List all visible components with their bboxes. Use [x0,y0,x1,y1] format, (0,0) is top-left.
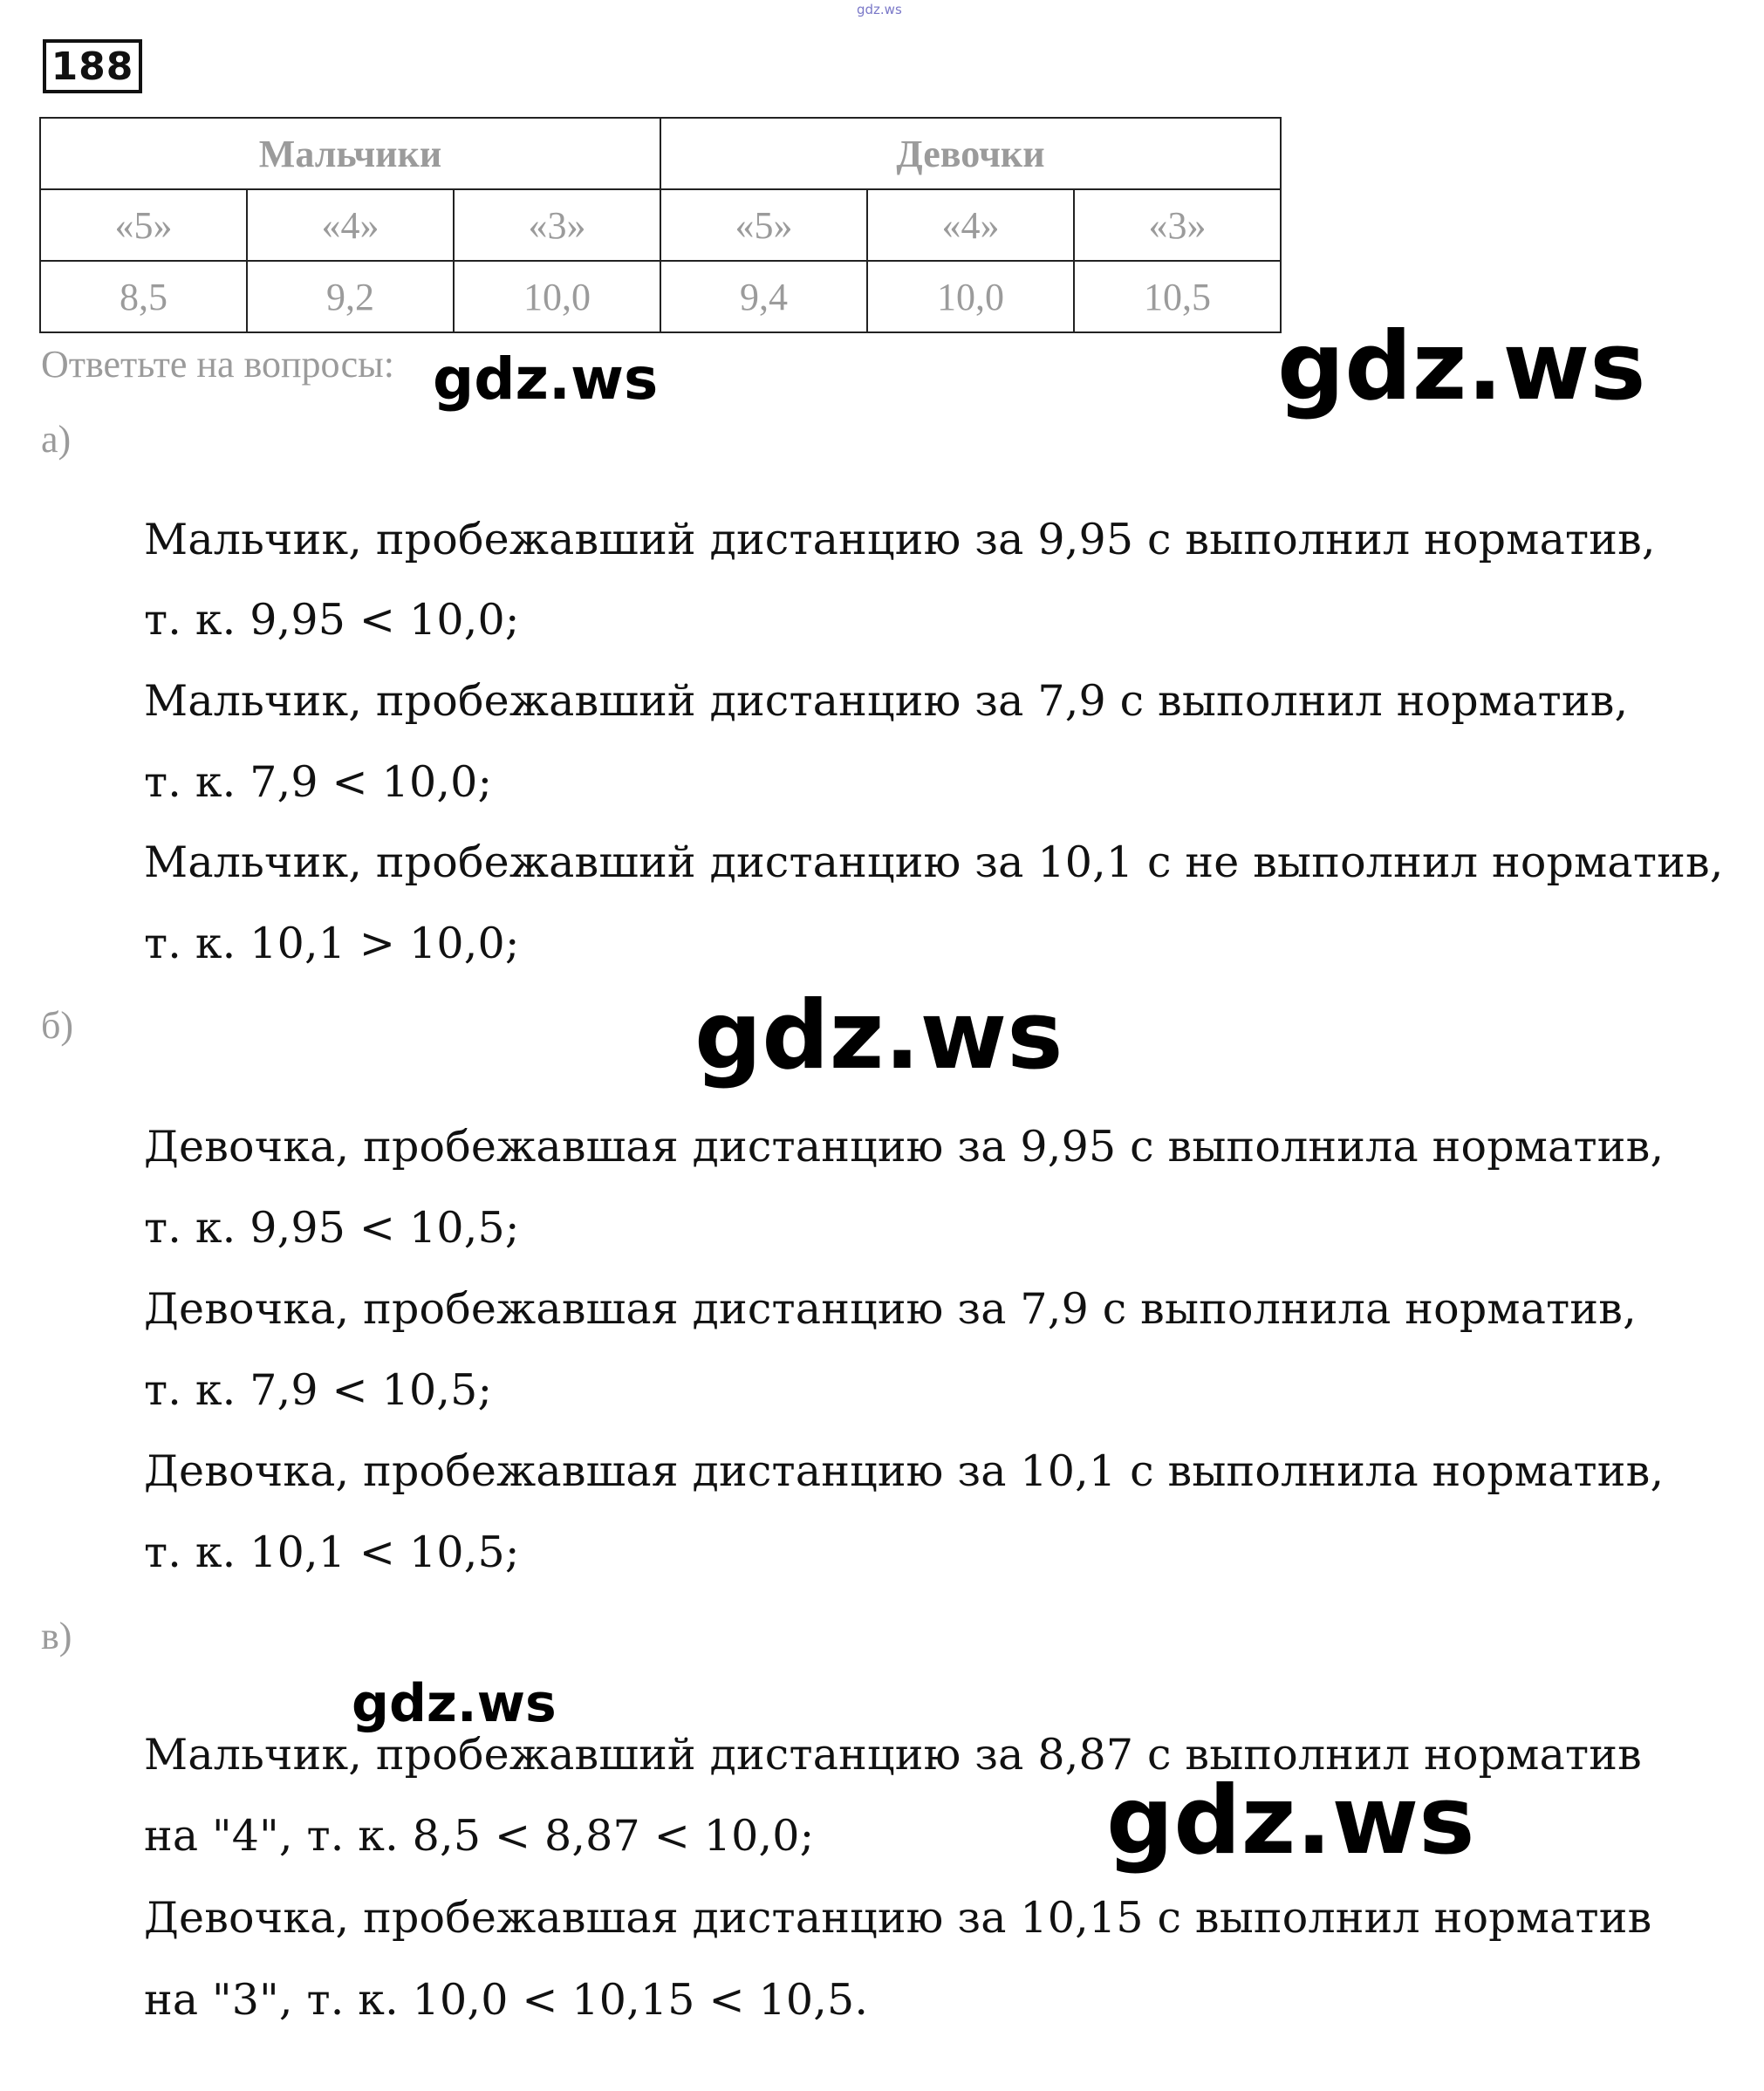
watermark: gdz.ws [352,1673,557,1734]
answer-line: Мальчик, пробежавший дистанцию за 10,1 с не выполнил норматив, [144,837,1724,887]
grade-cell: «3» [454,189,660,261]
answer-line: т. к. 10,1 < 10,5; [144,1527,520,1577]
answer-line: Мальчик, пробежавший дистанцию за 9,95 с выполнил норматив, [144,515,1656,564]
value-cell: 9,2 [247,261,454,332]
header-girls: Девочки [660,118,1281,189]
answer-line: т. к. 10,1 > 10,0; [144,919,520,968]
watermark: gdz.ws [694,981,1063,1090]
prompt-text: Ответьте на вопросы: [41,343,394,386]
table-value-row [40,261,1281,332]
answer-line: Девочка, пробежавшая дистанцию за 9,95 с выполнила норматив, [144,1122,1665,1172]
answer-line: т. к. 7,9 < 10,0; [144,757,493,807]
answer-line: т. к. 9,95 < 10,5; [144,1203,520,1253]
section-b-label: б) [41,1004,74,1047]
watermark: gdz.ws [1277,312,1646,421]
watermark: gdz.ws [433,345,659,413]
answer-line: Девочка, пробежавшая дистанцию за 10,1 с выполнила норматив, [144,1446,1665,1496]
answer-line: т. к. 7,9 < 10,5; [144,1365,493,1415]
value-cell: 8,5 [40,261,247,332]
answer-line: Девочка, пробежавшая дистанцию за 10,15 с выполнил норматив [144,1893,1652,1943]
answer-line: на "3", т. к. 10,0 < 10,15 < 10,5. [144,1975,869,2025]
grade-cell: «4» [867,189,1074,261]
answer-line: Девочка, пробежавшая дистанцию за 7,9 с выполнила норматив, [144,1284,1637,1334]
table-header-row [40,118,1281,189]
answer-line: т. к. 9,95 < 10,0; [144,595,520,645]
watermark: gdz.ws [1106,1766,1475,1876]
table-grade-row [40,189,1281,261]
problem-number: 188 [43,39,142,93]
value-cell: 9,4 [660,261,867,332]
grade-cell: «5» [40,189,247,261]
grade-cell: «3» [1074,189,1281,261]
header-boys: Мальчики [40,118,660,189]
norms-table [39,117,1282,333]
answer-line: Мальчик, пробежавший дистанцию за 8,87 с выполнил норматив [144,1730,1642,1780]
grade-cell: «4» [247,189,454,261]
value-cell: 10,5 [1074,261,1281,332]
section-c-label: в) [41,1615,72,1657]
section-a-label: а) [41,418,72,461]
grade-cell: «5» [660,189,867,261]
value-cell: 10,0 [867,261,1074,332]
top-watermark: gdz.ws [857,2,902,17]
answer-line: Мальчик, пробежавший дистанцию за 7,9 с выполнил норматив, [144,676,1629,726]
answer-line: на "4", т. к. 8,5 < 8,87 < 10,0; [144,1811,815,1861]
value-cell: 10,0 [454,261,660,332]
